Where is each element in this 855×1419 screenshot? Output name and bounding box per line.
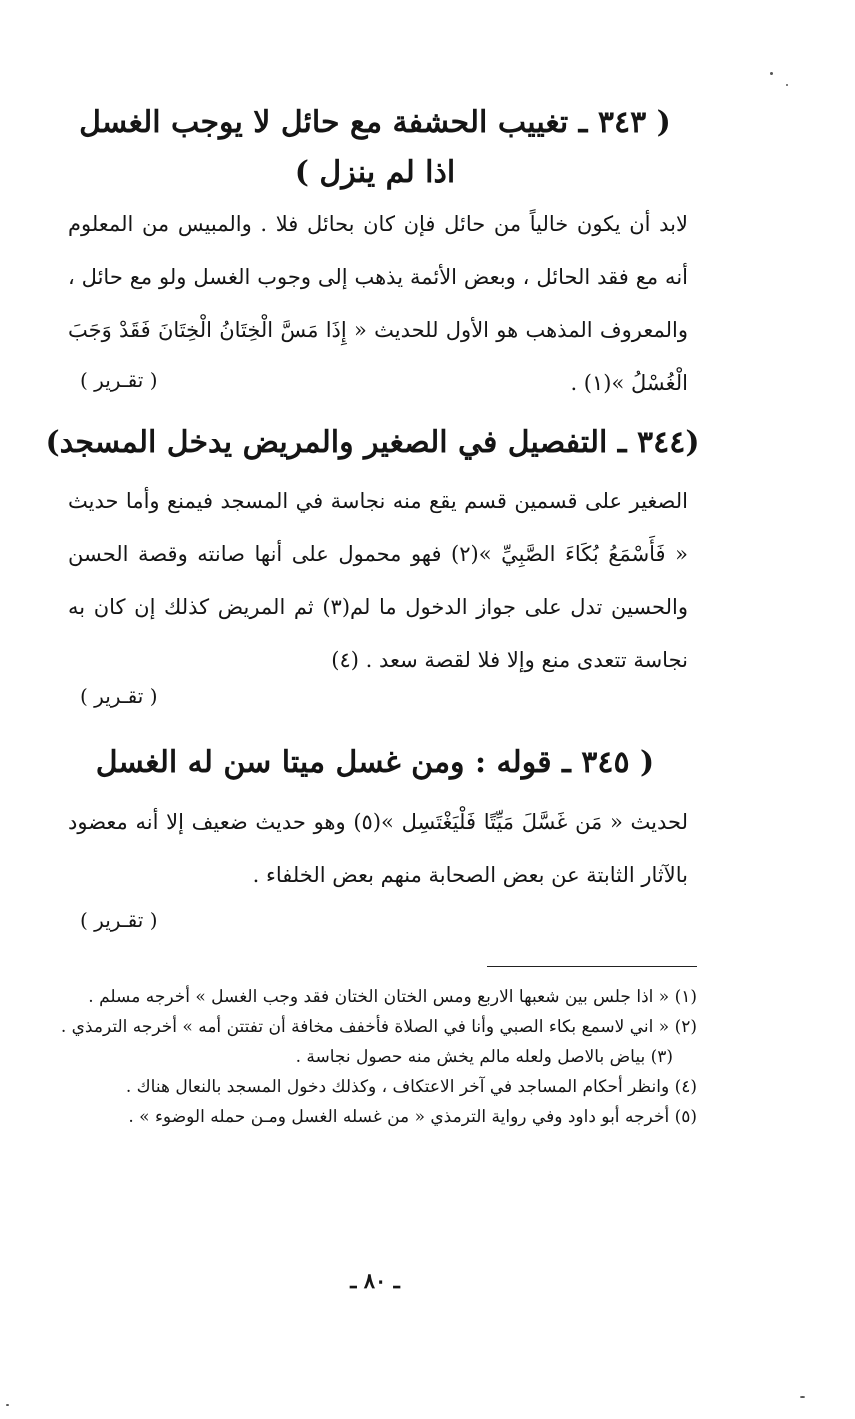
footnote-2: (٢) « اني لاسمع بكاء الصبي وأنا في الصلاة فأخفف مخافة أن تفتتن أمه » أخرجه الترمذي . — [60, 1017, 697, 1037]
scan-speck — [6, 1404, 9, 1406]
section-344-signature: ( تقـرير ) — [80, 684, 158, 708]
footnote-5: (٥) أخرجه أبو داود وفي رواية الترمذي « من غسله الغسل ومـن حمله الوضوء » . — [128, 1107, 697, 1127]
footnotes — [52, 985, 697, 1135]
section-345-body: لحديث « مَن غَسَّلَ مَيِّتًا فَلْيَغْتَسِل »(٥) وهو حديث ضعيف إلا أنه معضود بالآثار الثابتة عن بعض الصحابة منهم بعض الخلفاء . — [68, 810, 688, 887]
section-345-signature: ( تقـرير ) — [80, 908, 158, 932]
section-343-heading-line2: اذا لم ينزل ) — [294, 155, 456, 190]
section-345-heading-line1: ( ٣٤٥ ـ قوله : ومن غسل ميتا سن له الغسل — [95, 745, 655, 780]
section-345-heading — [50, 738, 700, 788]
scan-speck — [770, 72, 773, 75]
section-343-body: لابد أن يكون خالياً من حائل فإن كان بحائل فلا . والمبيس من المعلوم أنه مع فقد الحائل ، وبعض الأئمة يذهب إلى وجوب الغسل ولو مع حائل ، والمعروف المذهب هو الأول للحديث « إِذَا مَسَّ الْخِتَانُ الْخِتَانَ فَقَدْ وَجَبَ الْغُسْلُ »(١) . — [68, 212, 688, 395]
footnote-3: (٣) بياض بالاصل ولعله مالم يخش منه حصول نجاسة . — [295, 1047, 673, 1067]
section-344-body: الصغير على قسمين قسم يقع منه نجاسة في المسجد فيمنع وأما حديث « فَأَسْمَعُ بُكَاءَ الصَّبِيِّ »(٢) فهو محمول على أنها صانته وقصة الحسن والحسين تدل على جواز الدخول ما لم(٣) ثم المريض كذلك إن كان به نجاسة تتعدى منع وإلا فلا لقصة سعد . (٤) — [68, 489, 688, 672]
scan-speck — [786, 84, 788, 86]
section-344-heading — [45, 418, 700, 468]
page-number: ـ ٨٠ ـ — [350, 1268, 400, 1293]
section-344-heading-line1: (٣٤٤ ـ التفصيل في الصغير والمريض يدخل المسجد) — [45, 425, 700, 460]
footnote-divider — [487, 966, 697, 967]
section-343-heading — [50, 98, 700, 198]
scan-speck — [800, 1396, 805, 1398]
footnote-4: (٤) وانظر أحكام المساجد في آخر الاعتكاف ، وكذلك دخول المسجد بالنعال هناك . — [125, 1077, 697, 1097]
section-343-signature: ( تقـرير ) — [80, 368, 158, 392]
footnote-1: (١) « اذا جلس بين شعبها الاربع ومس الختان الختان فقد وجب الغسل » أخرجه مسلم . — [88, 987, 697, 1007]
section-343-heading-line1: ( ٣٤٣ ـ تغييب الحشفة مع حائل لا يوجب الغسل — [79, 105, 671, 140]
